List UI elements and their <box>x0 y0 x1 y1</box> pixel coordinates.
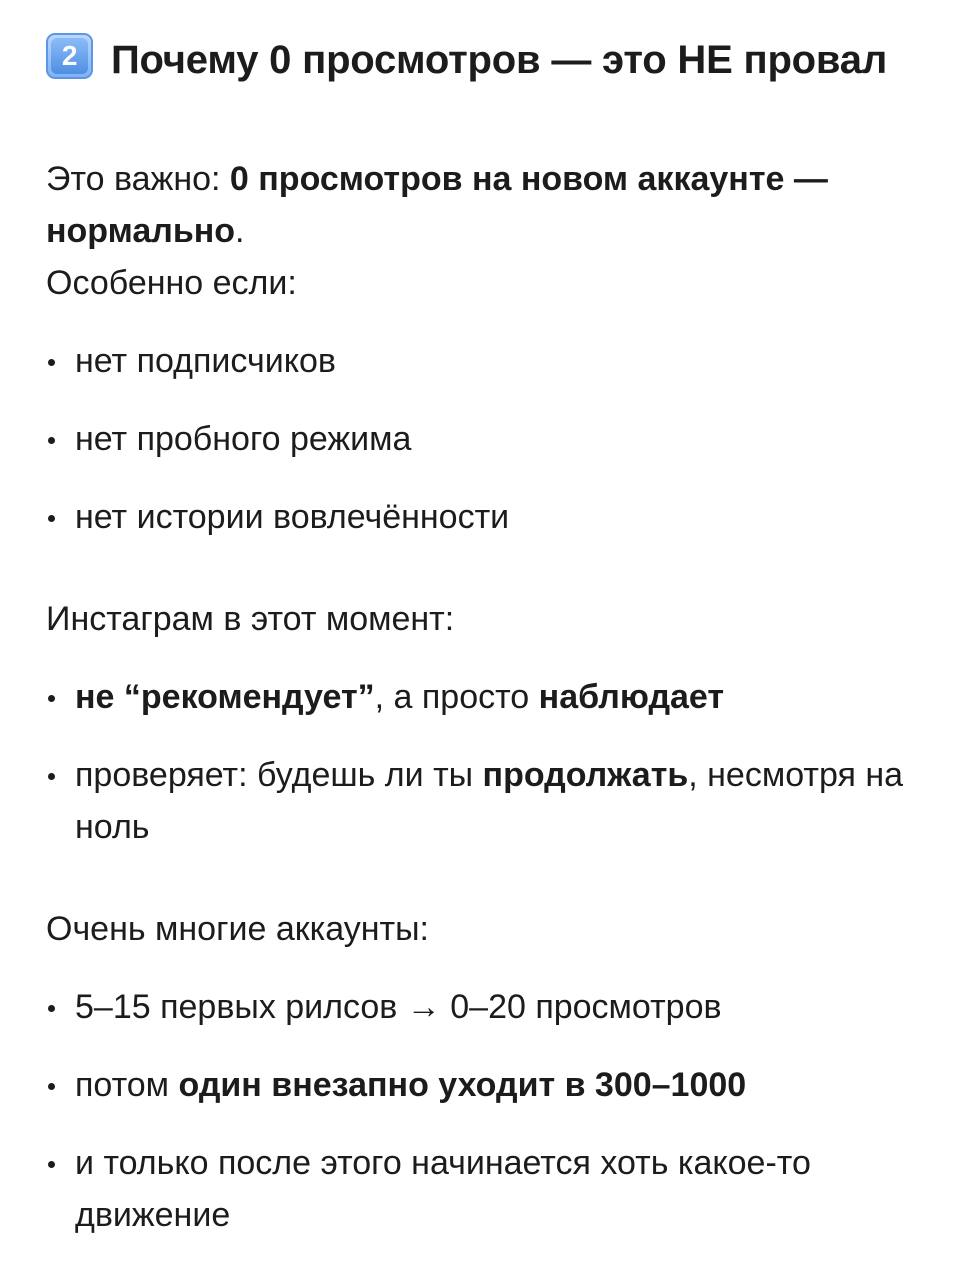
intro-tail: . <box>235 212 245 250</box>
section-heading <box>46 30 906 90</box>
accounts-list <box>46 981 906 1241</box>
list-item: 5–15 первых рилсов → 0–20 просмотров <box>46 981 906 1033</box>
list-item: нет пробного режима <box>46 413 906 465</box>
list-item <box>46 671 906 723</box>
list-item: нет истории вовлечённости <box>46 491 906 543</box>
text: , а просто <box>374 678 539 716</box>
list-item: и только после этого начинается хоть какое-то движение <box>46 1137 906 1241</box>
intro-lead: Это важно: <box>46 160 230 198</box>
conditions-list <box>46 335 906 543</box>
bold-text: не “рекомендует” <box>75 678 375 716</box>
heading-text: Почему 0 просмотров — это НЕ провал <box>111 38 888 82</box>
text: проверяет: будешь ли ты <box>75 756 483 794</box>
list-item: нет подписчиков <box>46 335 906 387</box>
bold-text: один внезапно уходит в 300–1000 <box>178 1066 747 1104</box>
intro-bold: 0 просмотров на новом аккаунте — нормально <box>46 160 828 250</box>
intro-paragraph <box>46 153 906 309</box>
list-item <box>46 749 906 853</box>
bold-text: наблюдает <box>538 678 725 716</box>
instagram-list <box>46 671 906 853</box>
list-item <box>46 1059 906 1111</box>
text: , несмотря на ноль <box>75 756 904 846</box>
bold-text: продолжать <box>482 756 689 794</box>
section2-title: Инстаграм в этот момент: <box>46 600 455 638</box>
section3-title: Очень многие аккаунты: <box>46 910 429 948</box>
keycap-number-icon: 2 <box>46 33 93 79</box>
text: потом <box>75 1066 179 1104</box>
article <box>46 30 906 1241</box>
intro-line2: Особенно если: <box>46 264 297 302</box>
